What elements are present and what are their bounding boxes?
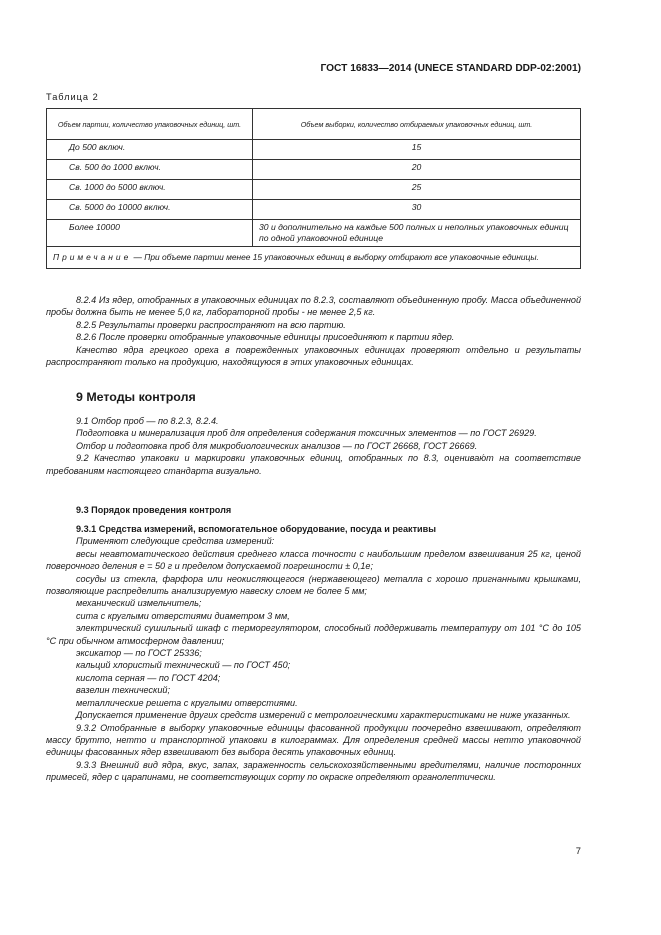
document-header: ГОСТ 16833—2014 (UNECE STANDARD DDP-02:2001) [320, 63, 581, 74]
table-note [47, 247, 581, 269]
page-number: 7 [575, 845, 581, 856]
paragraph: кальций хлористый технический — по ГОСТ 450; [76, 660, 291, 671]
table-row [47, 160, 581, 180]
paragraph: 9.3.3 Внешний вид ядра, вкус, запах, зараженность сельскохозяйственными вредителями, наличие посторонних примесей, ядер с царапинами, не соответствующих сорту по окраске определяют органолептически. [46, 759, 581, 783]
paragraph: сосуды из стекла, фарфора или неокисляющегося (нержавеющего) металла с хорошо пригнанными крышками, позволяющие распределить анализируемую навеску слоем не более 5 мм; [46, 573, 581, 597]
table-cell-lot: До 500 включ. [47, 140, 253, 160]
note-text: — При объеме партии менее 15 упаковочных единиц в выборку отбирают все упаковочные единицы. [131, 252, 539, 262]
paragraph: электрический сушильный шкаф с терморегулятором, способный поддерживать температуру от 101 °С до 105 °С при обычном атмосферном давлении; [46, 623, 581, 646]
table-cell-lot: Св. 500 до 1000 включ. [47, 160, 253, 180]
table-row [47, 140, 581, 160]
paragraph: Применяют следующие средства измерений: [76, 536, 275, 547]
table-header-row [47, 109, 581, 140]
section-title: 9 Методы контроля [76, 390, 196, 404]
paragraph: Качество ядра грецкого ореха в поврежденных упаковочных единицах проверяют отдельно и результаты распространяют только на продукцию, находящуюся в этих упаковочных единицах. [46, 344, 581, 368]
paragraph: металлические решета с круглыми отверстиями. [76, 697, 298, 708]
sample-size-table [46, 108, 581, 269]
paragraph: весы неавтоматического действия среднего класса точности с наибольшим пределом взвешивания 25 кг, ценой поверочного деления e = 50 г и пределом допускаемой погрешности ± 0,1e; [46, 548, 581, 572]
paragraph: 8.2.4 Из ядер, отобранных в упаковочных единицах по 8.2.3, составляют объединенную пробу. Масса объединенной пробы должна быть не менее 5,0 кг, лабораторной пробы - не менее 2,5 кг. [46, 295, 581, 318]
paragraph: эксикатор — по ГОСТ 25336; [76, 648, 202, 659]
section-9-paragraphs [46, 415, 581, 477]
note-label: Примечание [53, 252, 132, 262]
paragraph: Отбор и подготовка проб для микробиологических анализов — по ГОСТ 26668, ГОСТ 26669. [76, 440, 478, 451]
paragraph: механический измельчитель; [76, 598, 202, 609]
table-cell-lot: Св. 5000 до 10000 включ. [47, 200, 253, 220]
table-cell-lot: Более 10000 [47, 220, 253, 247]
paragraph: кислота серная — по ГОСТ 4204; [76, 672, 221, 683]
section-8-paragraphs [46, 294, 581, 368]
table-cell-sample: 25 [253, 180, 581, 200]
table-cell-sample: 30 [253, 200, 581, 220]
paragraph: сита с круглыми отверстиями диаметром 3 мм, [76, 610, 290, 621]
table-cell-sample: 20 [253, 160, 581, 180]
paragraph: 9.1 Отбор проб — по 8.2.3, 8.2.4. [76, 416, 219, 426]
table-note-row [47, 247, 581, 269]
paragraph: вазелин технический; [76, 685, 170, 696]
table-cell-lot: Св. 1000 до 5000 включ. [47, 180, 253, 200]
paragraph: 9.2 Качество упаковки и маркировки упаковочных единиц, отобранных по 8.3, оцениваю́т на соответствие требованиям настоящего стандарта визуально. [46, 453, 581, 476]
paragraph: Допускается применение других средств измерений с метрологическими характеристиками не ниже указанных. [76, 710, 571, 721]
table-header-sample: Объем выборки, количество отбираемых упаковочных единиц, шт. [253, 109, 581, 140]
table-header-lot: Объем партии, количество упаковочных единиц, шт. [47, 109, 253, 140]
paragraph: 8.2.5 Результаты проверки распространяют на всю партию. [76, 319, 346, 330]
section-9-3-paragraphs [46, 523, 581, 784]
paragraph: Подготовка и минерализация проб для определения содержания токсичных элементов — по ГОСТ 26929. [76, 428, 537, 439]
table-cell-sample: 30 и дополнительно на каждые 500 полных и неполных упаковочных единиц по одной упаковочной единице [253, 220, 581, 247]
table-row [47, 200, 581, 220]
paragraph: 9.3.2 Отобранные в выборку упаковочные единицы фасованной продукции поочередно взвешивают, определяют массу брутто, нетто и транспортной упаковки в килограммах. Для определения средней массы нетто упаковочной единицы фасованных ядер взвешивают без выбора десять упаковочных единиц. [46, 722, 581, 758]
paragraph: 8.2.6 После проверки отобранные упаковочные единицы присоединяют к партии ядер. [76, 332, 455, 343]
table-caption: Таблица 2 [46, 92, 99, 102]
subsubsection-title: 9.3.1 Средства измерений, вспомогательное оборудование, посуда и реактивы [76, 524, 436, 534]
table-row [47, 180, 581, 200]
table-row [47, 220, 581, 247]
subsection-title: 9.3 Порядок проведения контроля [76, 505, 232, 515]
table-cell-sample: 15 [253, 140, 581, 160]
